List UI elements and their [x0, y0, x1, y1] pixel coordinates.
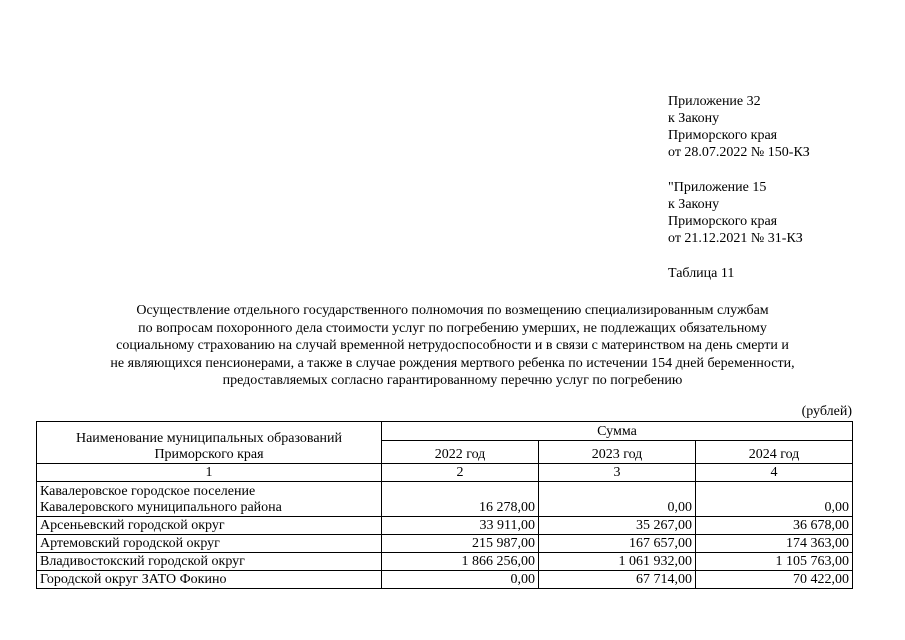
units-label: (рублей) — [801, 404, 852, 419]
column-numbers-row — [37, 464, 853, 482]
amount-2024: 1 105 763,00 — [696, 553, 853, 571]
appendix-line: Приложение 32 — [668, 94, 761, 109]
table-row — [37, 482, 853, 517]
table-row — [37, 517, 853, 535]
municipality-name: Артемовский городской округ — [37, 535, 382, 553]
title-line: социальному страхованию на случай временной нетрудоспособности и в связи с материнством на день смерти и — [116, 338, 789, 353]
title-line: по вопросам похоронного дела стоимости услуг по погребению умерших, не подлежащих обязательному — [138, 320, 767, 336]
title-line: предоставляемых согласно гарантированному перечню услуг по погребению — [222, 373, 683, 388]
amount-2022: 33 911,00 — [382, 517, 539, 535]
table-header-row — [37, 422, 853, 441]
amount-2023: 167 657,00 — [539, 535, 696, 553]
col-number: 4 — [696, 464, 853, 482]
amount-2024: 36 678,00 — [696, 517, 853, 535]
table-row — [37, 553, 853, 571]
amount-2022: 16 278,00 — [382, 482, 539, 517]
appendix-block — [668, 93, 810, 161]
amount-2023: 0,00 — [539, 482, 696, 517]
amount-2022: 1 866 256,00 — [382, 553, 539, 571]
municipality-name: Владивостокский городской округ — [37, 553, 382, 571]
budget-table — [36, 421, 853, 589]
header-name-cell — [37, 422, 382, 464]
municipality-name: Городской округ ЗАТО Фокино — [37, 571, 382, 589]
amount-2022: 0,00 — [382, 571, 539, 589]
amount-2024: 70 422,00 — [696, 571, 853, 589]
col-number: 3 — [539, 464, 696, 482]
header-name-line: Наименование муниципальных образований — [75, 431, 343, 446]
appendix-line: Приморского края — [668, 128, 778, 143]
municipality-name-line: Кавалеровское городское поселение — [40, 484, 256, 499]
document-title — [40, 302, 865, 390]
amount-2023: 35 267,00 — [539, 517, 696, 535]
appendix-line: к Закону — [668, 111, 720, 126]
amount-2024: 174 363,00 — [696, 535, 853, 553]
header-name-line: Приморского края — [154, 447, 264, 462]
amount-2023: 1 061 932,00 — [539, 553, 696, 571]
municipality-name — [37, 482, 382, 517]
title-line: Осуществление отдельного государственного полномочия по возмещению специализированным службам — [136, 303, 769, 318]
col-number: 2 — [382, 464, 539, 482]
header-year-2023: 2023 год — [539, 441, 696, 464]
header-sum-cell: Сумма — [382, 422, 853, 441]
header-year-2024: 2024 год — [696, 441, 853, 464]
title-line: не являющихся пенсионерами, а также в случае рождения мертвого ребенка по истечении 154 дней беременности, — [110, 355, 795, 371]
table-row — [37, 571, 853, 589]
table-label: Таблица 11 — [668, 266, 735, 281]
amount-2023: 67 714,00 — [539, 571, 696, 589]
municipality-name-line: Кавалеровского муниципального района — [40, 500, 282, 515]
prev-appendix-line: "Приложение 15 — [668, 180, 767, 195]
municipality-name: Арсеньевский городской округ — [37, 517, 382, 535]
prev-appendix-line: к Закону — [668, 197, 720, 212]
header-year-2022: 2022 год — [382, 441, 539, 464]
prev-appendix-line: Приморского края — [668, 214, 778, 229]
col-number: 1 — [37, 464, 382, 482]
amount-2022: 215 987,00 — [382, 535, 539, 553]
table-row — [37, 535, 853, 553]
prev-appendix-line: от 21.12.2021 № 31-КЗ — [668, 231, 803, 246]
appendix-line: от 28.07.2022 № 150-КЗ — [668, 145, 810, 160]
amount-2024: 0,00 — [696, 482, 853, 517]
prev-appendix-block — [668, 179, 803, 247]
